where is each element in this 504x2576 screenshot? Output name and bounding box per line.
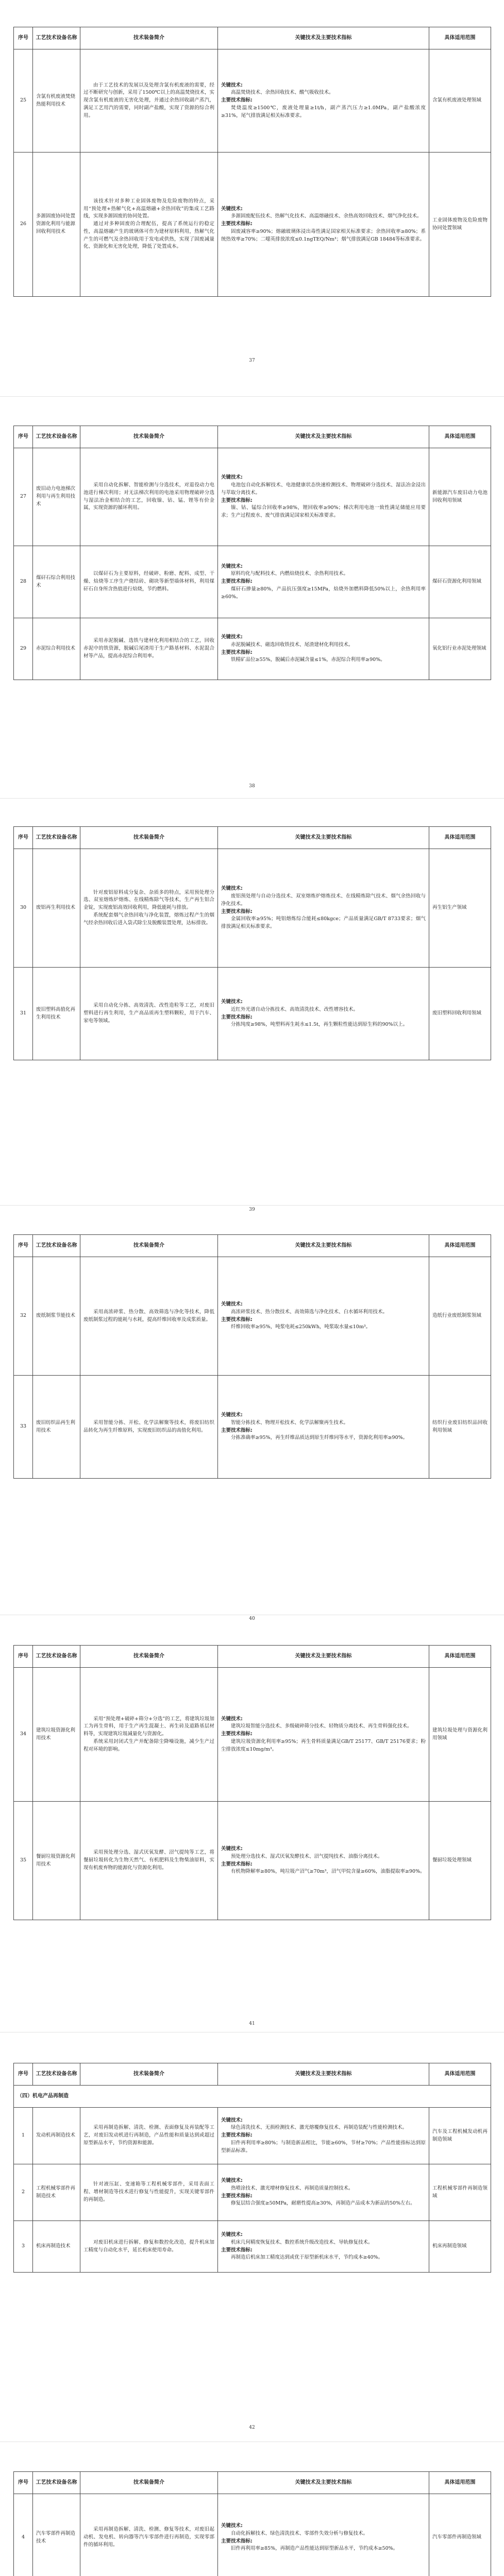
description-paragraph: 采用再制造拆解、清洗、检测、修复等技术，对废旧起动机、发电机、转向器等汽车零部件进行再制造，实现零部件的循环利用。 <box>83 2527 214 2548</box>
description-paragraph: 对废旧机床进行拆解、修复和数控化改造，提升机床加工精度与自动化水平，延长机床使用寿命。 <box>83 2239 214 2253</box>
table-row <box>14 968 491 1060</box>
header-name: 工艺技术设备名称 <box>33 2472 80 2494</box>
table <box>13 2063 491 2273</box>
table <box>13 27 491 297</box>
key-technology-metrics <box>218 546 429 618</box>
key-metric-text: 旧件再利用率≥85%，再制造产品性能达到原型新品水平，节约成本≥50%。 <box>231 2546 398 2552</box>
description-paragraph: 采用自动化拆解、智能检测与分选技术，对退役动力电池进行梯次利用；对无法梯次利用的电池采用物理破碎分选与湿法冶金相结合的工艺，回收镍、钴、锰、锂等有价金属，实现资源的循环利用。 <box>83 482 214 511</box>
header-scope: 具体适用范围 <box>429 1646 491 1668</box>
header-desc: 技术装备简介 <box>80 27 218 49</box>
technology-description <box>80 2221 218 2273</box>
header-desc: 技术装备简介 <box>80 2063 218 2086</box>
key-technology-metrics <box>218 849 429 968</box>
technology-name: 发动机再制造技术 <box>33 2108 80 2164</box>
header-no: 序号 <box>14 426 33 448</box>
header-tech: 关键技术及主要技术指标 <box>218 1646 429 1668</box>
table <box>13 1234 491 1479</box>
key-metric-label: 主要技术指标: <box>221 2538 253 2544</box>
section-row <box>14 2086 491 2108</box>
technology-name: 煤矸石综合利用技术 <box>33 546 80 618</box>
technology-description <box>80 546 218 618</box>
key-metric-label: 主要技术指标: <box>221 1861 253 1867</box>
key-technology-label: 关键技术: <box>221 1412 243 1418</box>
technology-name: 废铝再生利用技术 <box>33 849 80 968</box>
table-row <box>14 1257 491 1376</box>
key-technology-text: 原料均化与配料技术、内燃焙烧技术、余热利用技术。 <box>231 571 349 577</box>
header-no: 序号 <box>14 827 33 849</box>
page-number: 39 <box>249 1207 255 1212</box>
header-scope: 具体适用范围 <box>429 827 491 849</box>
key-technology-text: 机床几何精度恢复技术、数控系统升级改造技术、导轨修复技术。 <box>231 2239 373 2245</box>
description-paragraph: 采用“预处理+破碎+筛分+分选”的工艺，将建筑垃圾加工为再生骨料，用于生产再生混凝土、再生砖及道路基层材料等，实现建筑垃圾减量化与资源化。 <box>83 1716 214 1737</box>
application-scope: 再生铝生产领域 <box>429 849 491 968</box>
page-separator <box>0 798 504 799</box>
header-tech: 关键技术及主要技术指标 <box>218 2472 429 2494</box>
row-number: 28 <box>14 546 33 618</box>
key-technology-label: 关键技术: <box>221 634 243 640</box>
row-number: 35 <box>14 1802 33 1920</box>
key-technology-text: 赤泥脱碱技术、磁选回收铁技术、尾渣建材化利用技术。 <box>231 641 354 648</box>
application-scope: 新能源汽车废旧动力电池回收利用领域 <box>429 448 491 546</box>
table-header-row <box>14 2063 491 2086</box>
table-row <box>14 1376 491 1479</box>
key-technology-metrics <box>218 1376 429 1479</box>
key-metric-label: 主要技术指标: <box>221 1427 253 1433</box>
key-technology-text: 绿色清洗技术、无损检测技术、激光熔覆修复技术、再制造装配与性能检测技术。 <box>231 2125 408 2131</box>
key-technology-label: 关键技术: <box>221 999 243 1005</box>
key-technology-metrics <box>218 968 429 1060</box>
key-technology-text: 废铝预处理与自动分选技术、双室熔炼炉熔炼技术、在线精炼除气技术、烟气余热回收与净化技术。 <box>221 893 426 907</box>
header-no: 序号 <box>14 1235 33 1257</box>
key-metric-text: 有机物降解率≥80%，吨垃圾产沼气≥70m³，沼气甲烷含量≥60%，油脂提取率≥90%。 <box>231 1869 425 1875</box>
description-paragraph: 系统配套烟气余热回收与净化装置，熔炼过程产生的烟气经余热回收后进入袋式除尘及脱酸装置处理，达标排放。 <box>83 912 214 926</box>
key-metric-text: 分拣准确率≥95%，再生纤维品质达到原生纤维同等水平，资源化利用率≥90%。 <box>231 1435 408 1441</box>
header-tech: 关键技术及主要技术指标 <box>218 426 429 448</box>
key-technology-label: 关键技术: <box>221 474 243 481</box>
header-scope: 具体适用范围 <box>429 2063 491 2086</box>
key-metric-label: 主要技术指标: <box>221 497 253 503</box>
technology-description <box>80 1802 218 1920</box>
table-row <box>14 1668 491 1802</box>
application-scope: 汽车零部件再制造领域 <box>429 2494 491 2576</box>
row-number: 1 <box>14 2108 33 2164</box>
header-scope: 具体适用范围 <box>429 1235 491 1257</box>
table-header-row <box>14 1235 491 1257</box>
technology-description <box>80 2494 218 2576</box>
key-metric-text: 再制造后机床加工精度达到或优于原型新机床水平，节约成本≥40%。 <box>231 2255 383 2261</box>
application-scope: 汽车及工程机械发动机再制造领域 <box>429 2108 491 2164</box>
header-name: 工艺技术设备名称 <box>33 27 80 49</box>
technology-name: 废旧塑料高值化再生利用技术 <box>33 968 80 1060</box>
technology-name: 含氯有机废液焚烧热能利用技术 <box>33 49 80 152</box>
table <box>13 826 491 1060</box>
technology-description <box>80 968 218 1060</box>
technology-name: 汽车零部件再制造技术 <box>33 2494 80 2576</box>
key-technology-label: 关键技术: <box>221 1846 243 1852</box>
section-title: （四）机电产品再制造 <box>14 2086 491 2108</box>
header-name: 工艺技术设备名称 <box>33 1646 80 1668</box>
key-technology-text: 近红外光谱自动分拣技术、高效清洗技术、改性增容技术。 <box>231 1006 359 1012</box>
technology-name: 餐厨垃圾资源化利用技术 <box>33 1802 80 1920</box>
page-separator <box>0 1205 504 1206</box>
header-scope: 具体适用范围 <box>429 426 491 448</box>
key-metric-label: 主要技术指标: <box>221 579 253 585</box>
key-metric-label: 主要技术指标: <box>221 1731 253 1737</box>
application-scope: 含氯有机废液处理领域 <box>429 49 491 152</box>
page-number: 38 <box>249 784 255 789</box>
technology-description <box>80 1376 218 1479</box>
technology-name: 废旧动力电池梯次利用与再生利用技术 <box>33 448 80 546</box>
table-header-row <box>14 1646 491 1668</box>
description-paragraph: 该技术针对多种工业固体废物及危险废物的特点，采用“预处理+热解气化+高温熔融+余热回收”的集成工艺路线，实现多源固废的协同处置。 <box>83 198 214 219</box>
technology-description <box>80 618 218 680</box>
key-technology-metrics <box>218 2221 429 2273</box>
key-technology-text: 高温焚烧技术、余热回收技术、酸气吸收技术。 <box>231 90 334 96</box>
key-metric-label: 主要技术指标: <box>221 908 253 914</box>
key-technology-label: 关键技术: <box>221 563 243 569</box>
header-no: 序号 <box>14 2472 33 2494</box>
key-metric-text: 焚烧温度≥1500℃，废液处理量≥1t/h，副产蒸汽压力≥1.0MPa，副产盐酸浓度≥31%，尾气排放满足相关标准要求。 <box>221 105 426 118</box>
row-number: 2 <box>14 2164 33 2221</box>
key-metric-text: 铁精矿品位≥55%，脱碱后赤泥碱含量≤1%，赤泥综合利用率≥90%。 <box>231 657 385 663</box>
key-metric-label: 主要技术指标: <box>221 649 253 655</box>
table-row <box>14 2494 491 2576</box>
key-metric-text: 固废减容率≥90%；熔融玻璃体浸出毒性满足国家相关标准要求；余热回收率≥80%；系统热效率≥70%；二噁英排放浓度≤0.1ngTEQ/Nm³；烟气排放满足GB 18484等标准要求。 <box>221 228 426 242</box>
technology-name: 工程机械零部件再制造技术 <box>33 2164 80 2221</box>
description-paragraph: 采用自动化分拣、高效清洗、改性造粒等工艺，对废旧塑料进行再生利用，生产高品质再生塑料颗粒，用于汽车、家电等领域。 <box>83 1003 214 1024</box>
key-technology-label: 关键技术: <box>221 1301 243 1308</box>
application-scope: 工程机械零部件再制造领域 <box>429 2164 491 2221</box>
table <box>13 426 491 680</box>
key-technology-metrics <box>218 618 429 680</box>
header-scope: 具体适用范围 <box>429 27 491 49</box>
key-metric-label: 主要技术指标: <box>221 2132 253 2139</box>
description-paragraph: 采用智能分拣、开松、化学法解聚等技术，将废旧纺织品转化为再生纤维原料，实现废旧纺织品的高值化利用。 <box>83 1419 214 1433</box>
technology-description <box>80 152 218 297</box>
application-scope: 纺织行业废旧纺织品回收利用领域 <box>429 1376 491 1479</box>
key-metric-label: 主要技术指标: <box>221 2193 253 2199</box>
description-paragraph: 采用再制造拆解、清洗、检测、表面修复及再装配等工艺，对废旧发动机进行再制造，产品性能和质量达到或超过原型新品水平，节约资源和能源。 <box>83 2125 214 2146</box>
application-scope: 餐厨垃圾处理领域 <box>429 1802 491 1920</box>
table-row <box>14 2221 491 2273</box>
table-row <box>14 2164 491 2221</box>
table-header-row <box>14 27 491 49</box>
key-technology-text: 热喷涂技术、激光增材修复技术、再制造质量控制技术。 <box>231 2185 354 2191</box>
table <box>13 2471 491 2576</box>
technology-name: 建筑垃圾资源化利用技术 <box>33 1668 80 1802</box>
row-number: 29 <box>14 618 33 680</box>
application-scope: 煤矸石资源化利用领域 <box>429 546 491 618</box>
table-row <box>14 1802 491 1920</box>
key-technology-text: 智能分拣技术、物理开松技术、化学法解聚再生技术。 <box>231 1419 349 1426</box>
header-name: 工艺技术设备名称 <box>33 426 80 448</box>
key-technology-metrics <box>218 1802 429 1920</box>
key-technology-metrics <box>218 2164 429 2221</box>
header-tech: 关键技术及主要技术指标 <box>218 2063 429 2086</box>
key-technology-label: 关键技术: <box>221 2232 243 2238</box>
key-technology-metrics <box>218 2108 429 2164</box>
description-paragraph: 系统采用封闭式生产并配备除尘降噪设施，减少生产过程对环境的影响。 <box>83 1738 214 1752</box>
technology-description <box>80 2164 218 2221</box>
header-no: 序号 <box>14 1646 33 1668</box>
key-technology-text: 高浓碎浆技术、热分散技术、高效筛选与净化技术、白水循环利用技术。 <box>231 1309 388 1315</box>
key-technology-label: 关键技术: <box>221 2178 243 2184</box>
technology-description <box>80 49 218 152</box>
key-metric-label: 主要技术指标: <box>221 2247 253 2253</box>
description-paragraph: 采用高浓碎浆、热分散、高效筛选与净化等技术，降低废纸制浆过程的能耗与水耗，提高纤维回收率及成浆质量。 <box>83 1309 214 1323</box>
key-technology-text: 建筑垃圾智能分选技术、多级破碎筛分技术、轻物质分离技术、再生骨料强化技术。 <box>231 1723 412 1730</box>
header-desc: 技术装备简介 <box>80 1235 218 1257</box>
key-technology-metrics <box>218 1257 429 1376</box>
key-technology-metrics <box>218 1668 429 1802</box>
technology-description <box>80 1668 218 1802</box>
key-metric-text: 旧件再利用率≥80%；与制造新品相比，节能≥60%，节材≥70%；产品性能指标达到原型新品标准。 <box>221 2140 426 2154</box>
key-metric-label: 主要技术指标: <box>221 1014 253 1020</box>
technology-description <box>80 448 218 546</box>
table-header-row <box>14 827 491 849</box>
row-number: 3 <box>14 2221 33 2273</box>
header-tech: 关键技术及主要技术指标 <box>218 827 429 849</box>
key-metric-text: 纤维回收率≥95%，吨浆电耗≤250kWh，吨浆取水量≤10m³。 <box>231 1324 371 1330</box>
row-number: 4 <box>14 2494 33 2576</box>
table-row <box>14 546 491 618</box>
key-metric-label: 主要技术指标: <box>221 1316 253 1323</box>
page-separator <box>0 396 504 397</box>
description-paragraph: 通过对多种固废的合理配伍，提高了系统运行的稳定性，高温熔融产生的玻璃体可作为建材原料利用，热解气化产生的可燃气及余热回收用于发电或供热，实现了固废减量化、资源化和无害化处理，降低了处置成本。 <box>83 221 214 250</box>
row-number: 33 <box>14 1376 33 1479</box>
key-technology-label: 关键技术: <box>221 1716 243 1722</box>
technology-description <box>80 849 218 968</box>
description-paragraph: 针对废铝原料成分复杂、杂质多的特点，采用预处理分选、双室熔炼炉熔炼、在线精炼除气等技术，生产再生铝合金锭，实现废铝高效回收利用，降低能耗与排放。 <box>83 889 214 911</box>
header-tech: 关键技术及主要技术指标 <box>218 27 429 49</box>
description-paragraph: 由于工艺技术的发展以及处理含氯有机废液的需要，经过不断研究与创新，采用了1500℃以上的高温焚烧技术，实现含氯有机废液的无害化处理，并通过余热回收副产蒸汽，满足工艺用汽的需要，同时副产盐酸，实现了资源的综合利用。 <box>83 82 214 118</box>
row-number: 27 <box>14 448 33 546</box>
table-header-row <box>14 2472 491 2494</box>
header-no: 序号 <box>14 27 33 49</box>
header-name: 工艺技术设备名称 <box>33 2063 80 2086</box>
key-technology-label: 关键技术: <box>221 206 243 212</box>
row-number: 26 <box>14 152 33 297</box>
row-number: 25 <box>14 49 33 152</box>
key-metric-text: 煤矸石掺量≥80%，产品抗压强度≥15MPa，焙烧外加燃料降低50%以上，余热利用率≥60%。 <box>221 586 426 600</box>
key-metric-text: 金属回收率≥95%；吨铝熔炼综合能耗≤80kgce；产品质量满足GB/T 8733要求；烟气排放满足相关标准要求。 <box>221 916 426 929</box>
key-technology-metrics <box>218 49 429 152</box>
key-technology-metrics <box>218 2494 429 2576</box>
technology-name: 废纸制浆节能技术 <box>33 1257 80 1376</box>
table-row <box>14 49 491 152</box>
description-paragraph: 采用赤泥脱碱、选铁与建材化利用相结合的工艺，回收赤泥中的铁资源，脱碱后尾渣用于生产路基材料、水泥混合材等产品，提高赤泥综合利用率。 <box>83 638 214 659</box>
technology-name: 赤泥综合利用技术 <box>33 618 80 680</box>
header-name: 工艺技术设备名称 <box>33 827 80 849</box>
description-paragraph: 针对液压缸、变速箱等工程机械零部件，采用表面工程、增材制造等技术进行修复与性能提升，实现关键零部件的再制造。 <box>83 2181 214 2202</box>
key-metric-text: 修复层结合强度≥50MPa，耐磨性提高≥30%，再制造产品成本为新品的50%左右。 <box>231 2200 415 2207</box>
table-row <box>14 448 491 546</box>
technology-description <box>80 2108 218 2164</box>
technology-name: 机床再制造技术 <box>33 2221 80 2273</box>
application-scope: 机床再制造领域 <box>429 2221 491 2273</box>
technology-description <box>80 1257 218 1376</box>
header-desc: 技术装备简介 <box>80 827 218 849</box>
row-number: 34 <box>14 1668 33 1802</box>
row-number: 32 <box>14 1257 33 1376</box>
table-row <box>14 849 491 968</box>
header-desc: 技术装备简介 <box>80 426 218 448</box>
header-desc: 技术装备简介 <box>80 1646 218 1668</box>
key-technology-metrics <box>218 448 429 546</box>
description-paragraph: 采用预处理分选、湿式厌氧发酵、沼气提纯等工艺，将餐厨垃圾转化为生物天然气、有机肥料及生物柴油原料，实现有机废弃物的能源化与资源化利用。 <box>83 1850 214 1871</box>
description-paragraph: 以煤矸石为主要原料，经破碎、粉磨、配料、成型、干燥、焙烧等工序生产烧结砖、砌块等新型墙体材料，利用煤矸石自身所含热值进行焙烧，节约燃料。 <box>83 571 214 592</box>
key-metric-text: 镍、钴、锰综合回收率≥98%，锂回收率≥90%；梯次利用电池一致性满足储能应用要求；生产过程废水、废气排放满足国家相关标准要求。 <box>221 505 426 518</box>
key-technology-metrics <box>218 152 429 297</box>
row-number: 30 <box>14 849 33 968</box>
key-technology-label: 关键技术: <box>221 2523 243 2529</box>
technology-name: 废旧纺织品再生利用技术 <box>33 1376 80 1479</box>
header-name: 工艺技术设备名称 <box>33 1235 80 1257</box>
key-technology-text: 自动化拆解技术、绿色清洗技术、零部件失效分析与修复技术。 <box>231 2530 368 2536</box>
page-number: 42 <box>249 2425 255 2430</box>
table-row <box>14 2108 491 2164</box>
key-metric-text: 分拣纯度≥98%，吨塑料再生耗水≤1.5t，再生颗粒性能达到原生料的90%以上。 <box>231 1022 408 1028</box>
application-scope: 建筑垃圾处理与资源化利用领域 <box>429 1668 491 1802</box>
key-metric-label: 主要技术指标: <box>221 221 253 227</box>
header-desc: 技术装备简介 <box>80 2472 218 2494</box>
application-scope: 氧化铝行业赤泥处理领域 <box>429 618 491 680</box>
table <box>13 1645 491 1920</box>
key-metric-label: 主要技术指标: <box>221 97 253 104</box>
page-number: 41 <box>249 2021 255 2026</box>
table-row <box>14 618 491 680</box>
application-scope: 造纸行业废纸制浆领域 <box>429 1257 491 1376</box>
table-header-row <box>14 426 491 448</box>
key-technology-label: 关键技术: <box>221 2117 243 2123</box>
technology-name: 多源固废协同处置资源化利用与能源回收利用技术 <box>33 152 80 297</box>
row-number: 31 <box>14 968 33 1060</box>
header-scope: 具体适用范围 <box>429 2472 491 2494</box>
page-number: 37 <box>249 358 255 363</box>
application-scope: 工业固体废物及危险废物协同处置领域 <box>429 152 491 297</box>
key-technology-text: 多源固废配伍技术、热解气化技术、高温熔融技术、余热高效回收技术、烟气净化技术。 <box>231 213 422 219</box>
page-number: 40 <box>249 1616 255 1621</box>
key-technology-text: 电池包自动化拆解技术、电池健康状态快速检测技术、物理破碎分选技术、湿法冶金浸出与萃取分离技术。 <box>221 482 426 496</box>
header-tech: 关键技术及主要技术指标 <box>218 1235 429 1257</box>
table-row <box>14 152 491 297</box>
key-technology-text: 预处理分选技术、湿式厌氧发酵技术、沼气提纯技术、油脂分离技术。 <box>231 1853 383 1859</box>
key-technology-label: 关键技术: <box>221 886 243 892</box>
key-technology-label: 关键技术: <box>221 82 243 88</box>
application-scope: 废旧塑料回收利用领域 <box>429 968 491 1060</box>
header-no: 序号 <box>14 2063 33 2086</box>
key-metric-text: 建筑垃圾资源化利用率≥95%；再生骨料质量满足GB/T 25177、GB/T 25176要求；粉尘排放浓度≤10mg/m³。 <box>221 1738 426 1752</box>
